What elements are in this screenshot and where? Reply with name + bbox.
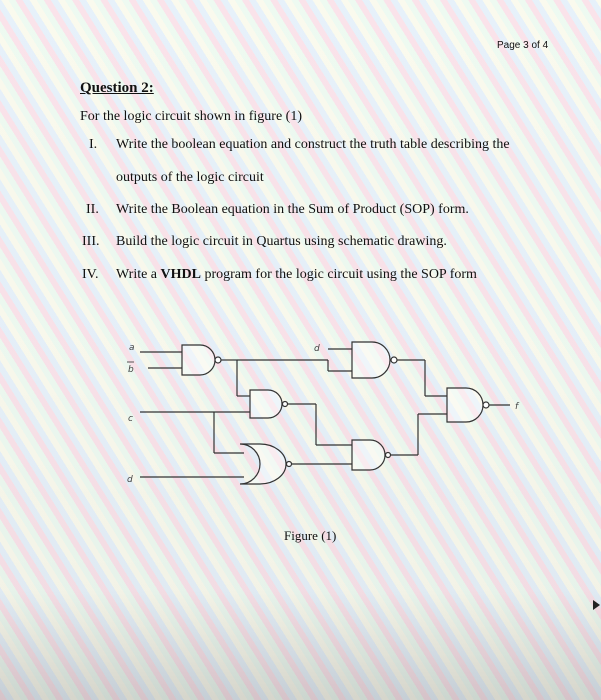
item-number: II. (86, 202, 99, 217)
item-text: Build the logic circuit in Quartus using schematic drawing. (116, 234, 447, 249)
item-text-post: program for the logic circuit using the SOP form (200, 267, 477, 282)
input-label-d-bottom: d (127, 475, 133, 485)
gate-6-bubble (483, 402, 489, 408)
gate-6-nand (447, 388, 483, 422)
item-number: I. (89, 137, 98, 152)
input-label-b: b (128, 365, 134, 375)
figure-caption: Figure (1) (284, 528, 337, 543)
gate-5-bubble (386, 453, 391, 458)
gate-4-bubble (287, 462, 292, 467)
gate-1-bubble (215, 357, 221, 363)
item-text-continuation: outputs of the logic circuit (116, 170, 264, 185)
gate-5-nand (352, 440, 385, 470)
input-label-d-top: d (314, 344, 320, 354)
output-label-f: f (515, 402, 519, 412)
question-intro: For the logic circuit shown in figure (1) (80, 109, 303, 124)
gate-3-nand (352, 342, 390, 378)
item-number: IV. (82, 267, 99, 282)
item-text-pre: Write a (116, 267, 161, 282)
item-text: Write the boolean equation and construct the truth table describing the (116, 137, 510, 152)
cursor-arrow-icon (593, 600, 600, 610)
gate-3-bubble (391, 357, 397, 363)
gate-2-bubble (283, 402, 288, 407)
page-number: Page 3 of 4 (497, 40, 549, 51)
question-title: Question 2: (80, 80, 154, 96)
input-label-c: c (128, 414, 133, 424)
vhdl-bold: VHDL (160, 267, 201, 282)
gate-1-nand (182, 345, 215, 375)
item-number: III. (82, 234, 100, 249)
gate-4-and (240, 444, 286, 484)
input-label-a: a (129, 343, 135, 353)
gate-2-and (250, 390, 282, 418)
item-text: Write the Boolean equation in the Sum of Product (SOP) form. (116, 202, 469, 217)
